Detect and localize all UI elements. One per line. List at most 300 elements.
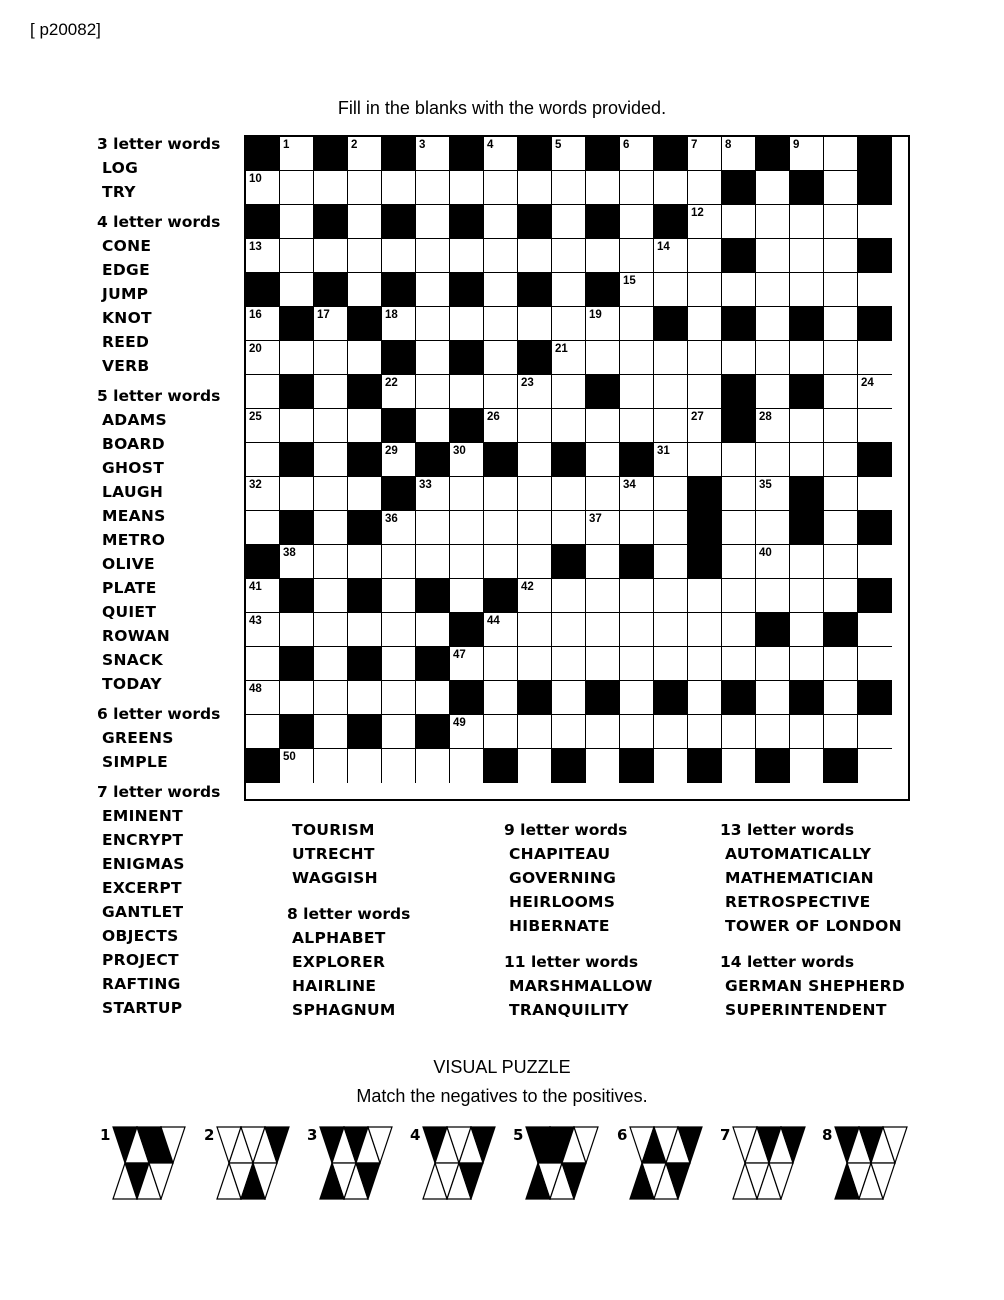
grid-cell[interactable] xyxy=(416,341,450,375)
grid-cell[interactable] xyxy=(586,715,620,749)
grid-cell[interactable] xyxy=(620,341,654,375)
grid-cell[interactable] xyxy=(722,341,756,375)
grid-cell[interactable] xyxy=(858,409,892,443)
grid-cell[interactable] xyxy=(552,273,586,307)
grid-cell[interactable] xyxy=(722,137,756,171)
grid-cell[interactable] xyxy=(314,409,348,443)
grid-cell[interactable] xyxy=(280,273,314,307)
grid-cell[interactable] xyxy=(246,409,280,443)
grid-cell[interactable] xyxy=(620,375,654,409)
grid-cell[interactable] xyxy=(382,375,416,409)
grid-cell[interactable] xyxy=(450,443,484,477)
grid-cell[interactable] xyxy=(348,239,382,273)
grid-cell[interactable] xyxy=(314,613,348,647)
grid-cell[interactable] xyxy=(450,715,484,749)
grid-cell[interactable] xyxy=(382,647,416,681)
grid-cell[interactable] xyxy=(382,681,416,715)
grid-cell[interactable] xyxy=(722,715,756,749)
grid-cell[interactable] xyxy=(824,307,858,341)
grid-cell[interactable] xyxy=(654,341,688,375)
word-item: PROJECT xyxy=(102,951,179,969)
grid-cell[interactable] xyxy=(280,409,314,443)
grid-cell[interactable] xyxy=(484,409,518,443)
grid-cell[interactable] xyxy=(858,613,892,647)
grid-cell[interactable] xyxy=(382,715,416,749)
grid-cell[interactable] xyxy=(382,511,416,545)
grid-cell[interactable] xyxy=(620,409,654,443)
grid-cell-black xyxy=(552,749,586,783)
grid-cell[interactable] xyxy=(654,545,688,579)
grid-cell[interactable] xyxy=(654,749,688,783)
grid-cell[interactable] xyxy=(654,375,688,409)
grid-cell[interactable] xyxy=(756,375,790,409)
grid-cell[interactable] xyxy=(348,477,382,511)
grid-cell[interactable] xyxy=(552,205,586,239)
clue-number: 9 xyxy=(793,139,800,151)
grid-cell[interactable] xyxy=(314,477,348,511)
grid-cell[interactable] xyxy=(620,681,654,715)
grid-cell[interactable] xyxy=(790,273,824,307)
grid-cell[interactable] xyxy=(246,341,280,375)
grid-cell[interactable] xyxy=(416,477,450,511)
clue-number: 48 xyxy=(249,683,262,695)
grid-cell[interactable] xyxy=(348,681,382,715)
grid-cell[interactable] xyxy=(314,171,348,205)
grid-cell[interactable] xyxy=(586,579,620,613)
grid-cell[interactable] xyxy=(620,647,654,681)
grid-cell[interactable] xyxy=(586,171,620,205)
grid-cell[interactable] xyxy=(620,205,654,239)
grid-cell[interactable] xyxy=(620,477,654,511)
grid-cell[interactable] xyxy=(790,715,824,749)
grid-cell[interactable] xyxy=(858,477,892,511)
grid-cell[interactable] xyxy=(416,545,450,579)
grid-cell[interactable] xyxy=(484,511,518,545)
grid-cell[interactable] xyxy=(824,545,858,579)
grid-cell[interactable] xyxy=(688,341,722,375)
grid-cell[interactable] xyxy=(552,681,586,715)
grid-cell[interactable] xyxy=(688,715,722,749)
word-item: MEANS xyxy=(102,507,166,525)
grid-cell[interactable] xyxy=(484,205,518,239)
grid-cell[interactable] xyxy=(552,307,586,341)
grid-cell[interactable] xyxy=(756,205,790,239)
grid-cell[interactable] xyxy=(654,239,688,273)
grid-cell[interactable] xyxy=(654,613,688,647)
grid-cell[interactable] xyxy=(552,341,586,375)
grid-cell[interactable] xyxy=(552,715,586,749)
grid-cell[interactable] xyxy=(450,647,484,681)
grid-cell[interactable] xyxy=(518,443,552,477)
grid-cell[interactable] xyxy=(654,409,688,443)
grid-cell[interactable] xyxy=(246,681,280,715)
grid-cell[interactable] xyxy=(688,375,722,409)
grid-cell[interactable] xyxy=(484,341,518,375)
grid-cell[interactable] xyxy=(348,137,382,171)
grid-cell[interactable] xyxy=(518,409,552,443)
grid-cell[interactable] xyxy=(552,409,586,443)
grid-cell-black xyxy=(382,409,416,443)
grid-cell[interactable] xyxy=(858,715,892,749)
figure-label: 6 xyxy=(617,1126,628,1144)
grid-cell[interactable] xyxy=(280,137,314,171)
grid-cell[interactable] xyxy=(280,171,314,205)
grid-cell[interactable] xyxy=(722,579,756,613)
grid-cell[interactable] xyxy=(722,205,756,239)
grid-cell[interactable] xyxy=(246,647,280,681)
grid-cell[interactable] xyxy=(552,375,586,409)
grid-cell[interactable] xyxy=(552,579,586,613)
grid-cell[interactable] xyxy=(552,171,586,205)
grid-cell[interactable] xyxy=(416,273,450,307)
grid-cell[interactable] xyxy=(518,171,552,205)
grid-cell[interactable] xyxy=(552,239,586,273)
grid-cell[interactable] xyxy=(246,443,280,477)
grid-cell[interactable] xyxy=(824,681,858,715)
grid-cell[interactable] xyxy=(688,681,722,715)
grid-cell[interactable] xyxy=(246,239,280,273)
grid-cell[interactable] xyxy=(756,579,790,613)
grid-cell[interactable] xyxy=(688,579,722,613)
grid-cell[interactable] xyxy=(756,545,790,579)
grid-cell[interactable] xyxy=(382,443,416,477)
grid-cell[interactable] xyxy=(824,477,858,511)
grid-cell[interactable] xyxy=(280,681,314,715)
grid-cell[interactable] xyxy=(416,511,450,545)
clue-number: 35 xyxy=(759,479,772,491)
grid-cell[interactable] xyxy=(518,477,552,511)
word-group-heading: 14 letter words xyxy=(720,953,855,971)
grid-cell[interactable] xyxy=(450,579,484,613)
grid-cell[interactable] xyxy=(824,273,858,307)
grid-cell[interactable] xyxy=(314,647,348,681)
clue-number: 43 xyxy=(249,615,262,627)
grid-cell[interactable] xyxy=(586,749,620,783)
grid-cell[interactable] xyxy=(450,307,484,341)
grid-cell[interactable] xyxy=(382,171,416,205)
grid-cell[interactable] xyxy=(824,171,858,205)
grid-cell[interactable] xyxy=(688,443,722,477)
grid-cell[interactable] xyxy=(824,443,858,477)
grid-cell[interactable] xyxy=(416,613,450,647)
grid-cell[interactable] xyxy=(450,477,484,511)
grid-cell[interactable] xyxy=(756,273,790,307)
grid-cell[interactable] xyxy=(518,545,552,579)
grid-cell[interactable] xyxy=(688,239,722,273)
grid-cell[interactable] xyxy=(552,511,586,545)
grid-cell[interactable] xyxy=(280,749,314,783)
grid-cell[interactable] xyxy=(246,477,280,511)
grid-cell[interactable] xyxy=(348,171,382,205)
grid-cell[interactable] xyxy=(280,613,314,647)
grid-cell[interactable] xyxy=(586,477,620,511)
grid-cell[interactable] xyxy=(824,341,858,375)
grid-cell[interactable] xyxy=(314,715,348,749)
grid-cell[interactable] xyxy=(688,171,722,205)
grid-cell[interactable] xyxy=(348,613,382,647)
grid-cell[interactable] xyxy=(858,545,892,579)
grid-cell[interactable] xyxy=(416,375,450,409)
word-group xyxy=(97,780,220,1020)
clue-number: 20 xyxy=(249,343,262,355)
grid-cell[interactable] xyxy=(790,443,824,477)
grid-cell[interactable] xyxy=(654,579,688,613)
grid-cell[interactable] xyxy=(314,545,348,579)
grid-cell[interactable] xyxy=(450,749,484,783)
grid-cell[interactable] xyxy=(314,307,348,341)
grid-cell[interactable] xyxy=(756,409,790,443)
grid-cell[interactable] xyxy=(484,171,518,205)
grid-cell[interactable] xyxy=(756,477,790,511)
grid-cell[interactable] xyxy=(790,409,824,443)
grid-cell[interactable] xyxy=(518,239,552,273)
grid-cell[interactable] xyxy=(858,749,892,783)
grid-cell[interactable] xyxy=(790,613,824,647)
grid-cell[interactable] xyxy=(518,647,552,681)
grid-cell[interactable] xyxy=(518,613,552,647)
grid-cell[interactable] xyxy=(416,171,450,205)
hourglass-figure xyxy=(732,1126,806,1200)
grid-cell[interactable] xyxy=(280,545,314,579)
grid-cell[interactable] xyxy=(688,137,722,171)
grid-cell[interactable] xyxy=(484,307,518,341)
grid-cell[interactable] xyxy=(416,239,450,273)
grid-cell[interactable] xyxy=(484,375,518,409)
grid-cell[interactable] xyxy=(654,715,688,749)
grid-cell[interactable] xyxy=(756,681,790,715)
grid-cell[interactable] xyxy=(688,307,722,341)
grid-cell[interactable] xyxy=(722,613,756,647)
grid-cell[interactable] xyxy=(858,205,892,239)
word-group xyxy=(504,950,653,1022)
word-group-heading: 4 letter words xyxy=(97,213,221,231)
grid-cell[interactable] xyxy=(790,341,824,375)
crossword-grid xyxy=(244,135,910,801)
word-item: TRY xyxy=(102,183,136,201)
grid-cell[interactable] xyxy=(654,647,688,681)
grid-cell[interactable] xyxy=(620,137,654,171)
grid-cell[interactable] xyxy=(688,409,722,443)
grid-cell[interactable] xyxy=(552,613,586,647)
grid-cell[interactable] xyxy=(586,307,620,341)
grid-cell-black xyxy=(518,681,552,715)
grid-cell[interactable] xyxy=(722,647,756,681)
grid-cell[interactable] xyxy=(484,613,518,647)
grid-cell[interactable] xyxy=(484,239,518,273)
grid-cell[interactable] xyxy=(348,409,382,443)
grid-cell[interactable] xyxy=(416,749,450,783)
grid-cell[interactable] xyxy=(348,205,382,239)
grid-cell[interactable] xyxy=(382,613,416,647)
grid-cell[interactable] xyxy=(246,511,280,545)
grid-cell[interactable] xyxy=(586,647,620,681)
grid-cell[interactable] xyxy=(416,681,450,715)
grid-cell[interactable] xyxy=(824,205,858,239)
grid-cell[interactable] xyxy=(620,613,654,647)
grid-cell[interactable] xyxy=(382,307,416,341)
grid-cell[interactable] xyxy=(790,137,824,171)
grid-cell[interactable] xyxy=(314,681,348,715)
grid-cell[interactable] xyxy=(416,307,450,341)
grid-cell[interactable] xyxy=(824,409,858,443)
grid-cell-black xyxy=(450,613,484,647)
word-list-column-2 xyxy=(287,818,410,1022)
grid-cell[interactable] xyxy=(348,273,382,307)
grid-cell[interactable] xyxy=(518,715,552,749)
grid-cell[interactable] xyxy=(756,715,790,749)
grid-cell[interactable] xyxy=(620,715,654,749)
grid-cell[interactable] xyxy=(722,749,756,783)
grid-cell[interactable] xyxy=(314,443,348,477)
grid-cell[interactable] xyxy=(722,511,756,545)
grid-cell[interactable] xyxy=(620,511,654,545)
grid-cell[interactable] xyxy=(484,715,518,749)
grid-cell[interactable] xyxy=(824,375,858,409)
grid-cell[interactable] xyxy=(586,613,620,647)
grid-cell[interactable] xyxy=(756,341,790,375)
grid-cell[interactable] xyxy=(314,749,348,783)
grid-cell[interactable] xyxy=(416,409,450,443)
grid-cell[interactable] xyxy=(246,613,280,647)
grid-cell[interactable] xyxy=(314,579,348,613)
grid-cell[interactable] xyxy=(382,545,416,579)
grid-cell[interactable] xyxy=(518,511,552,545)
grid-cell[interactable] xyxy=(348,749,382,783)
grid-cell[interactable] xyxy=(552,137,586,171)
grid-cell[interactable] xyxy=(620,239,654,273)
grid-cell[interactable] xyxy=(246,375,280,409)
grid-cell[interactable] xyxy=(450,545,484,579)
grid-cell[interactable] xyxy=(824,511,858,545)
grid-cell[interactable] xyxy=(722,545,756,579)
word-group-heading: 11 letter words xyxy=(504,953,639,971)
grid-cell[interactable] xyxy=(756,647,790,681)
grid-cell[interactable] xyxy=(586,239,620,273)
grid-cell[interactable] xyxy=(756,307,790,341)
grid-cell[interactable] xyxy=(688,205,722,239)
grid-cell[interactable] xyxy=(246,579,280,613)
grid-cell[interactable] xyxy=(484,681,518,715)
grid-cell[interactable] xyxy=(756,511,790,545)
grid-cell[interactable] xyxy=(790,239,824,273)
grid-cell[interactable] xyxy=(620,273,654,307)
clue-number: 26 xyxy=(487,411,500,423)
grid-cell[interactable] xyxy=(654,443,688,477)
grid-cell[interactable] xyxy=(246,307,280,341)
grid-cell[interactable] xyxy=(688,613,722,647)
grid-cell[interactable] xyxy=(518,375,552,409)
grid-cell[interactable] xyxy=(314,511,348,545)
grid-cell[interactable] xyxy=(620,171,654,205)
grid-cell[interactable] xyxy=(790,647,824,681)
grid-cell[interactable] xyxy=(280,239,314,273)
grid-cell[interactable] xyxy=(586,443,620,477)
grid-cell[interactable] xyxy=(518,749,552,783)
grid-cell[interactable] xyxy=(484,273,518,307)
grid-cell[interactable] xyxy=(586,511,620,545)
grid-cell[interactable] xyxy=(654,171,688,205)
grid-cell-black xyxy=(620,749,654,783)
grid-cell[interactable] xyxy=(246,715,280,749)
grid-cell[interactable] xyxy=(756,443,790,477)
grid-cell[interactable] xyxy=(348,545,382,579)
grid-cell[interactable] xyxy=(484,477,518,511)
grid-cell[interactable] xyxy=(450,511,484,545)
grid-cell[interactable] xyxy=(688,273,722,307)
grid-cell-black xyxy=(620,443,654,477)
grid-cell[interactable] xyxy=(722,477,756,511)
grid-cell[interactable] xyxy=(518,307,552,341)
grid-cell[interactable] xyxy=(518,579,552,613)
grid-cell[interactable] xyxy=(552,647,586,681)
grid-cell[interactable] xyxy=(620,307,654,341)
grid-cell-black xyxy=(824,613,858,647)
grid-cell[interactable] xyxy=(858,647,892,681)
grid-cell[interactable] xyxy=(586,409,620,443)
grid-cell[interactable] xyxy=(858,273,892,307)
hourglass-figure xyxy=(216,1126,290,1200)
grid-cell[interactable] xyxy=(246,171,280,205)
grid-cell[interactable] xyxy=(790,749,824,783)
grid-cell[interactable] xyxy=(722,443,756,477)
clue-number: 36 xyxy=(385,513,398,525)
grid-cell[interactable] xyxy=(756,239,790,273)
grid-cell[interactable] xyxy=(790,205,824,239)
word-item: ADAMS xyxy=(102,411,167,429)
grid-cell[interactable] xyxy=(314,341,348,375)
grid-cell[interactable] xyxy=(450,239,484,273)
grid-cell[interactable] xyxy=(416,137,450,171)
grid-cell[interactable] xyxy=(280,477,314,511)
grid-cell[interactable] xyxy=(586,341,620,375)
grid-cell[interactable] xyxy=(620,579,654,613)
clue-number: 21 xyxy=(555,343,568,355)
grid-cell[interactable] xyxy=(722,273,756,307)
grid-cell-black xyxy=(246,273,280,307)
grid-cell[interactable] xyxy=(348,341,382,375)
grid-cell[interactable] xyxy=(314,375,348,409)
grid-cell[interactable] xyxy=(654,511,688,545)
grid-cell[interactable] xyxy=(824,579,858,613)
grid-cell[interactable] xyxy=(756,171,790,205)
grid-cell[interactable] xyxy=(824,137,858,171)
grid-cell[interactable] xyxy=(654,273,688,307)
grid-cell[interactable] xyxy=(280,205,314,239)
grid-cell[interactable] xyxy=(858,375,892,409)
grid-cell[interactable] xyxy=(858,341,892,375)
grid-cell[interactable] xyxy=(484,647,518,681)
grid-cell[interactable] xyxy=(552,477,586,511)
grid-cell[interactable] xyxy=(824,715,858,749)
grid-cell[interactable] xyxy=(586,545,620,579)
grid-cell[interactable] xyxy=(382,239,416,273)
grid-cell[interactable] xyxy=(654,477,688,511)
grid-cell[interactable] xyxy=(484,137,518,171)
grid-cell[interactable] xyxy=(450,171,484,205)
grid-cell[interactable] xyxy=(688,647,722,681)
grid-cell[interactable] xyxy=(790,579,824,613)
grid-cell[interactable] xyxy=(824,239,858,273)
grid-cell[interactable] xyxy=(824,647,858,681)
grid-cell[interactable] xyxy=(280,341,314,375)
grid-cell[interactable] xyxy=(450,375,484,409)
grid-cell[interactable] xyxy=(382,579,416,613)
grid-cell[interactable] xyxy=(314,239,348,273)
grid-cell[interactable] xyxy=(382,749,416,783)
grid-cell[interactable] xyxy=(484,545,518,579)
grid-cell[interactable] xyxy=(416,205,450,239)
grid-cell[interactable] xyxy=(790,545,824,579)
